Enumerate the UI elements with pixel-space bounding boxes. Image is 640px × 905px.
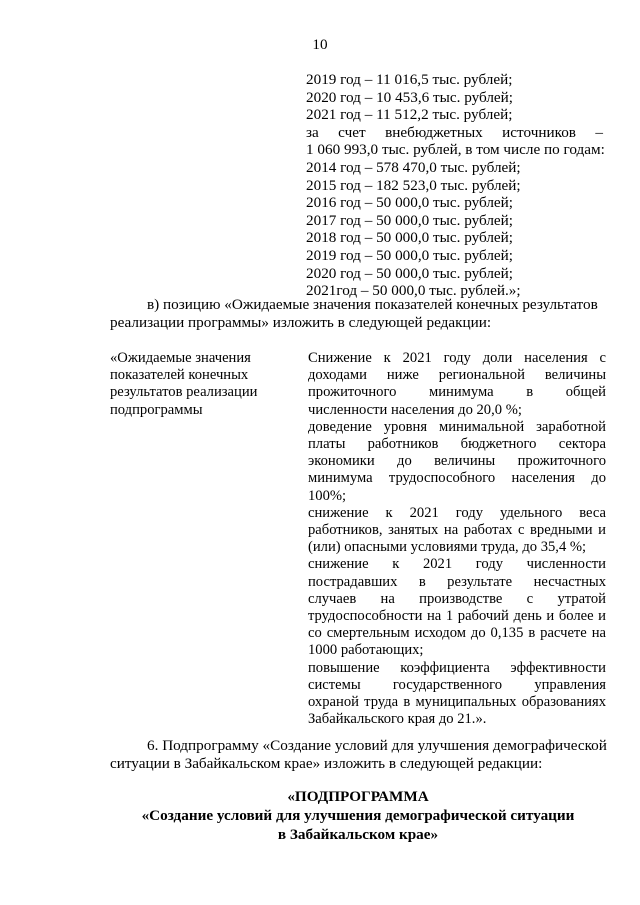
funding-line: 2020 год – 10 453,6 тыс. рублей; xyxy=(306,88,514,106)
funding-line: 1 060 993,0 тыс. рублей, в том числе по годам: xyxy=(306,141,605,159)
table-value-line: 1000 работающих; xyxy=(308,642,424,659)
funding-line: 2018 год – 50 000,0 тыс. рублей; xyxy=(306,229,514,247)
funding-line: 2021год – 50 000,0 тыс. рублей.»; xyxy=(306,282,521,300)
funding-line: 2019 год – 11 016,5 тыс. рублей; xyxy=(306,71,513,88)
paragraph-line: ситуации в Забайкальском крае» изложить в следующей редакции: xyxy=(110,754,543,772)
table-value-line: минимума трудоспособного населения до xyxy=(308,470,606,487)
table-value-line: экономики до величины прожиточного xyxy=(308,453,606,470)
table-value-cell xyxy=(308,350,606,728)
funding-line: 2016 год – 50 000,0 тыс. рублей; xyxy=(306,194,514,212)
table-value-line: платы работников бюджетного сектора xyxy=(308,436,606,453)
table-label-cell xyxy=(110,350,285,419)
funding-line: 2020 год – 50 000,0 тыс. рублей; xyxy=(306,264,514,282)
funding-line: за счет внебюджетных источников – xyxy=(306,123,603,141)
funding-line: 2021 год – 11 512,2 тыс. рублей; xyxy=(306,106,513,124)
table-label-line: показателей конечных xyxy=(110,367,249,384)
subprogram-title-continued: в Забайкальском крае» xyxy=(277,826,439,843)
table-value-line: 100%; xyxy=(308,487,347,504)
table-value-line: доведение уровня минимальной заработной xyxy=(308,418,606,435)
paragraph-line: реализации программы» изложить в следующей редакции: xyxy=(110,313,492,331)
paragraph-item-v xyxy=(110,296,604,331)
table-value-line: трудоспособности на 1 рабочий день и более и xyxy=(308,608,606,625)
table-value-line: (или) опасными условиями труда, до 35,4 %; xyxy=(308,539,587,556)
table-value-line: снижение к 2021 году удельного веса xyxy=(308,504,606,521)
table-label-line: «Ожидаемые значения xyxy=(110,350,251,366)
funding-line: 2015 год – 182 523,0 тыс. рублей; xyxy=(306,176,521,194)
table-label-line: результатов реализации xyxy=(110,384,258,401)
funding-breakdown xyxy=(306,71,603,300)
paragraph-item-6 xyxy=(110,737,606,772)
table-value-line: случаев на производстве с утратой xyxy=(308,590,606,607)
funding-line: 2017 год – 50 000,0 тыс. рублей; xyxy=(306,211,514,229)
subprogram-title: «Создание условий для улучшения демографической ситуации xyxy=(141,807,575,824)
subprogram-heading: «ПОДПРОГРАММА xyxy=(287,788,429,805)
table-value-line: Снижение к 2021 году доли населения с xyxy=(308,350,606,366)
paragraph-line: 6. Подпрограмму «Создание условий для улучшения демографической xyxy=(147,737,607,754)
table-value-line: охраной труда в муниципальных образованиях xyxy=(308,694,606,711)
table-value-line: численности населения до 20,0 %; xyxy=(308,401,522,418)
table-value-line: снижение к 2021 году численности xyxy=(308,556,606,573)
table-value-line: работников, занятых на работах с вредными и xyxy=(308,522,606,539)
table-value-line: со смертельным исходом до 0,135 в расчете на xyxy=(308,625,606,642)
funding-line: 2014 год – 578 470,0 тыс. рублей; xyxy=(306,158,521,176)
table-label-line: подпрограммы xyxy=(110,401,203,418)
paragraph-line: в) позицию «Ожидаемые значения показателей конечных результатов xyxy=(147,296,598,313)
table-value-line: Забайкальского края до 21.». xyxy=(308,711,487,728)
table-value-line: системы государственного управления xyxy=(308,676,606,693)
page-number: 10 xyxy=(312,36,328,53)
table-value-line: пострадавших в результате несчастных xyxy=(308,573,606,590)
table-value-line: повышение коэффициента эффективности xyxy=(308,659,606,676)
funding-line: 2019 год – 50 000,0 тыс. рублей; xyxy=(306,246,514,264)
table-value-line: прожиточного минимума в общей xyxy=(308,384,606,401)
table-value-line: доходами ниже региональной величины xyxy=(308,367,606,384)
